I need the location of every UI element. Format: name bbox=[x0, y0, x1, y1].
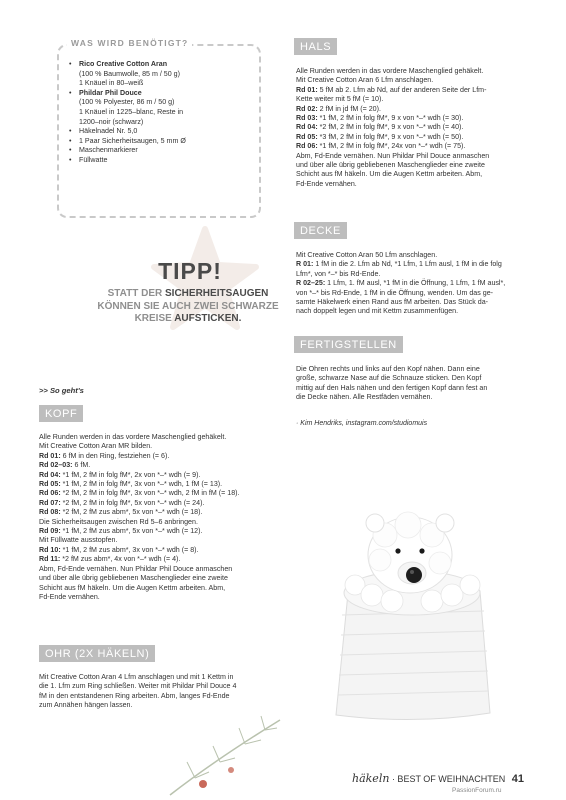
material-detail: (100 % Baumwolle, 85 m / 50 g) bbox=[79, 69, 180, 78]
tip-text-highlight: SICHERHEITSAUGEN bbox=[165, 288, 269, 299]
instruction-line: mittig auf den Hals nähen und den fertigen Kopf dann fest an bbox=[296, 383, 488, 392]
instruction-line: Abm, Fd-Ende vernähen. Nun Phildar Phil Douce anmaschen bbox=[296, 151, 490, 160]
pine-branch-decoration bbox=[165, 700, 285, 800]
kopf-instructions bbox=[39, 433, 274, 602]
section-heading-decke: DECKE bbox=[294, 222, 347, 239]
instruction-line: von *–* bis Rd-Ende, 1 fM in die Öffnung, wenden. Um das ge- bbox=[296, 288, 494, 297]
instruction-line: nach doppelt legen und mit Kettm zusammenfügen. bbox=[296, 307, 459, 316]
instruction-line: Alle Runden werden in das vordere Maschenglied gehäkelt. bbox=[296, 67, 484, 75]
instruction-line: Rd 06: *2 fM, 2 fM in folg fM*, 3x von *–* wdh, 2 fM in fM (= 18). bbox=[39, 489, 240, 498]
instruction-line: Rd 02–03: 6 fM. bbox=[39, 461, 91, 470]
instruction-line: Rd 09: *1 fM, 2 fM zus abm*, 5x von *–* wdh (= 12). bbox=[39, 527, 203, 536]
instruction-line: Fd-Ende vernähen. bbox=[296, 179, 357, 188]
fertig-instructions bbox=[296, 365, 536, 403]
instruction-line: und über alle übrig gebliebenen Maschenglieder eine zweite bbox=[39, 574, 228, 583]
instruction-line: Rd 06: *1 fM, 2 fM in folg fM*, 24x von *–* wdh (= 75). bbox=[296, 142, 466, 151]
instruction-line: Rd 05: *3 fM, 2 fM in folg fM*, 9 x von *–* wdh (= 50). bbox=[296, 132, 464, 141]
material-name: Phildar Phil Douce bbox=[79, 88, 142, 97]
tip-text-part: KÖNNEN SIE AUCH ZWEI SCHWARZE bbox=[97, 300, 279, 312]
material-detail: (100 % Polyester, 86 m / 50 g) bbox=[79, 98, 175, 107]
material-item bbox=[69, 89, 254, 127]
instruction-line: Rd 10: *1 fM, 2 fM zus abm*, 3x von *–* wdh (= 8). bbox=[39, 545, 199, 554]
material-item bbox=[69, 156, 254, 166]
instruction-line: Rd 11: *2 fM zus abm*, 4x von *–* wdh (= 4). bbox=[39, 555, 181, 564]
material-detail: 1 Knäuel in 1225–blanc, Reste in bbox=[79, 107, 184, 116]
instruction-line: Mit Creative Cotton Aran 50 Lfm anschlagen. bbox=[296, 251, 438, 259]
material-detail: Füllwatte bbox=[79, 155, 108, 164]
material-item bbox=[69, 146, 254, 156]
tip-text bbox=[68, 288, 308, 326]
so-gehts-label: >> So geht's bbox=[39, 386, 84, 395]
magazine-brand: häkeln bbox=[352, 772, 390, 785]
tip-text-part: KREISE bbox=[134, 313, 175, 324]
instruction-line: Mit Füllwatte ausstopfen. bbox=[39, 536, 118, 545]
instruction-line: Rd 03: *1 fM, 2 fM in folg fM*, 9 x von *–* wdh (= 30). bbox=[296, 114, 464, 123]
instruction-line: Fd-Ende vernähen. bbox=[39, 592, 100, 601]
watermark: PassionForum.ru bbox=[452, 787, 502, 794]
page-footer bbox=[352, 772, 524, 785]
materials-title: WAS WIRD BENÖTIGT? bbox=[67, 38, 192, 48]
instruction-line: große, schwarze Nase auf die Schnauze sticken. Den Kopf bbox=[296, 374, 482, 383]
section-heading-hals: HALS bbox=[294, 38, 337, 55]
polar-bear-comforter-photo bbox=[330, 475, 495, 730]
tip-title: TIPP! bbox=[158, 258, 222, 284]
instruction-line: zum Annähen hängen lassen. bbox=[39, 701, 133, 710]
instruction-line: samte Häkelwerk einen Rand aus fM arbeiten. Das Stück da- bbox=[296, 298, 489, 307]
material-name: Rico Creative Cotton Aran bbox=[79, 60, 168, 68]
instruction-line: und über alle übrig gebliebenen Maschenglieder eine zweite bbox=[296, 161, 485, 170]
instruction-line: Rd 04: *2 fM, 2 fM in folg fM*, 9 x von *–* wdh (= 40). bbox=[296, 123, 464, 132]
instruction-line: die 1. Lfm zum Ring schließen. Weiter mit Phildar Phil Douce 4 bbox=[39, 682, 237, 691]
designer-credit: · Kim Hendriks, instagram.com/studiomuis bbox=[296, 420, 428, 427]
instruction-line: die Decke nähen. Alle Restfäden vernähen. bbox=[296, 393, 433, 402]
materials-list bbox=[69, 60, 254, 166]
material-detail: 1 Knäuel in 80–weiß bbox=[79, 79, 144, 88]
instruction-line: Mit Creative Cotton Aran MR bilden. bbox=[39, 442, 153, 451]
instruction-line: Rd 01: 6 fM in den Ring, festziehen (= 6). bbox=[39, 451, 170, 460]
instruction-line: Rd 04: *1 fM, 2 fM in folg fM*, 2x von *–* wdh (= 9). bbox=[39, 470, 201, 479]
instruction-line: Mit Creative Cotton Aran 4 Lfm anschlagen und mit 1 Kettm in bbox=[39, 673, 234, 681]
tip-text-highlight: AUFSTICKEN. bbox=[174, 313, 242, 324]
section-heading-fertigstellen: FERTIGSTELLEN bbox=[294, 336, 403, 353]
instruction-line: Schicht aus fM häkeln. Um die Augen Kettm arbeiten. Abm, bbox=[296, 170, 483, 179]
instruction-line: fM in den entstandenen Ring arbeiten. Abm, langes Fd-Ende bbox=[39, 691, 230, 700]
instruction-line: Rd 07: *2 fM, 2 fM in folg fM*, 5x von *–* wdh (= 24). bbox=[39, 498, 205, 507]
tip-text-part: STATT DER bbox=[107, 288, 166, 299]
material-item bbox=[69, 127, 254, 137]
instruction-line: Abm, Fd-Ende vernähen. Nun Phildar Phil Douce anmaschen bbox=[39, 564, 233, 573]
instruction-line: Rd 01: 5 fM ab 2. Lfm ab Nd, auf der anderen Seite der Lfm- bbox=[296, 85, 487, 94]
material-item bbox=[69, 137, 254, 147]
material-item bbox=[69, 60, 254, 89]
material-detail: Häkelnadel Nr. 5,0 bbox=[79, 127, 138, 136]
decke-instructions bbox=[296, 251, 536, 317]
instruction-line: Schicht aus fM häkeln. Um die Augen Kettm arbeiten. Abm, bbox=[39, 583, 226, 592]
instruction-line: Die Sicherheitsaugen zwischen Rd 5–6 anbringen. bbox=[39, 517, 198, 526]
material-detail: 1200–noir (schwarz) bbox=[79, 117, 144, 126]
instruction-line: Rd 05: *1 fM, 2 fM in folg fM*, 3x von *–* wdh, 1 fM (= 13). bbox=[39, 480, 223, 489]
section-heading-kopf: KOPF bbox=[39, 405, 83, 422]
instruction-line: Rd 02: 2 fM in jd fM (= 20). bbox=[296, 104, 381, 113]
material-detail: Maschenmarkierer bbox=[79, 146, 138, 155]
instruction-line: Alle Runden werden in das vordere Maschenglied gehäkelt. bbox=[39, 433, 227, 441]
instruction-line: Rd 08: *2 fM, 2 fM zus abm*, 5x von *–* wdh (= 18). bbox=[39, 508, 203, 517]
magazine-issue: · BEST OF WEIHNACHTEN bbox=[391, 774, 506, 784]
section-heading-ohr: OHR (2X HÄKELN) bbox=[39, 645, 155, 662]
instruction-line: Mit Creative Cotton Aran 6 Lfm anschlagen. bbox=[296, 76, 434, 85]
instruction-line: R 01: 1 fM in die 2. Lfm ab Nd, *1 Lfm, 1 Lfm ausl, 1 fM in die folg bbox=[296, 260, 502, 269]
instruction-line: Lfm*, von *–* bis Rd-Ende. bbox=[296, 269, 381, 278]
instruction-line: Die Ohren rechts und links auf den Kopf nähen. Dann eine bbox=[296, 365, 480, 373]
hals-instructions bbox=[296, 67, 536, 189]
instruction-line: Kette weiter mit 5 fM (= 10). bbox=[296, 95, 384, 104]
page-number: 41 bbox=[511, 773, 525, 785]
instruction-line: R 02–25: 1 Lfm, 1. fM ausl, *1 fM in die Öffnung, 1 Lfm, 1 fM ausl*, bbox=[296, 279, 506, 288]
materials-box bbox=[57, 38, 261, 218]
material-detail: 1 Paar Sicherheitsaugen, 5 mm Ø bbox=[79, 136, 186, 145]
